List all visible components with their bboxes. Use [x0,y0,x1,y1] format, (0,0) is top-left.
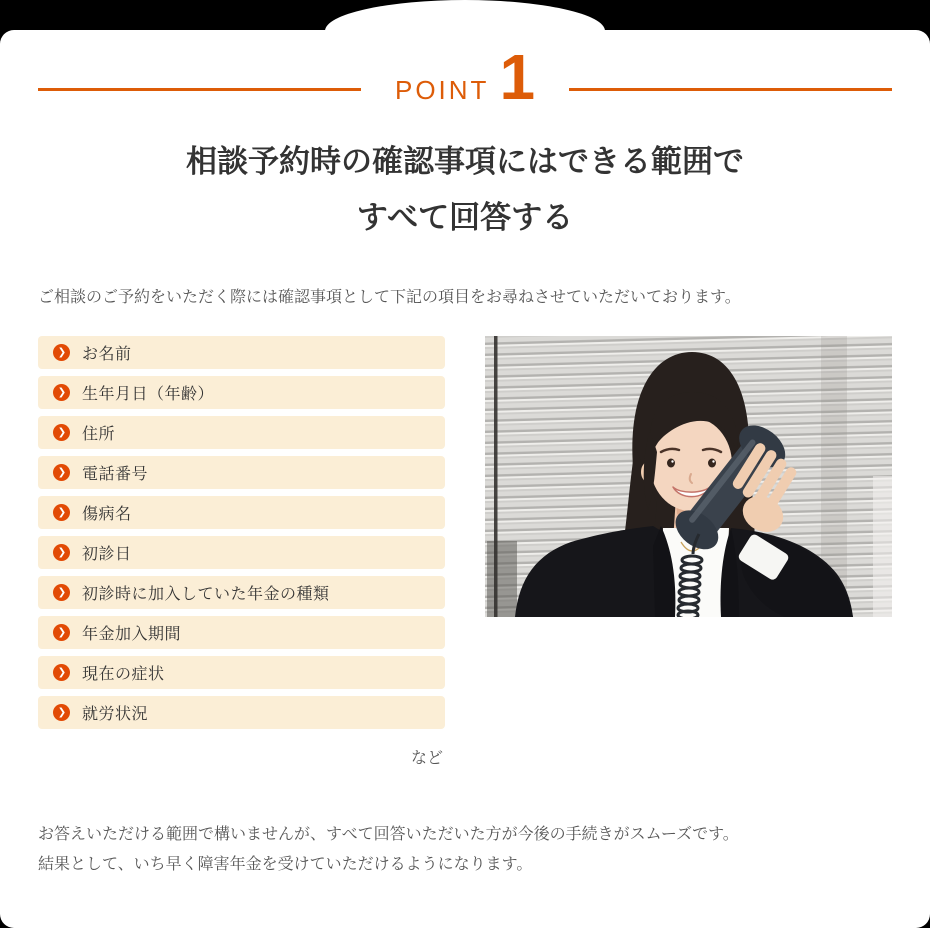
chevron-circle-icon: ❯ [53,344,70,361]
chevron-circle-icon: ❯ [53,424,70,441]
checklist-item [38,496,445,529]
checklist [38,336,445,729]
section-title-line1: 相談予約時の確認事項にはできる範囲で [186,144,744,179]
checklist-item-label: 初診日 [82,546,132,564]
checklist-item [38,336,445,369]
chevron-circle-icon: ❯ [53,504,70,521]
photo-illustration [485,336,892,617]
point-text [394,41,536,113]
checklist-item [38,696,445,729]
point-label: POINT [394,75,490,105]
section-title [38,134,892,246]
chevron-circle-icon: ❯ [53,544,70,561]
point-number: 1 [499,41,536,113]
checklist-item-label: 就労状況 [82,706,149,724]
checklist-item [38,616,445,649]
checklist-item [38,536,445,569]
checklist-item [38,376,445,409]
checklist-item-label: 住所 [82,426,116,444]
etc-label: など [410,750,443,768]
checklist-column [38,336,445,768]
checklist-item-label: 初診時に加入していた年金の種類 [82,586,330,604]
checklist-item [38,656,445,689]
checklist-item-label: 年金加入期間 [82,626,182,644]
checklist-item [38,456,445,489]
content-row [38,336,892,768]
checklist-item-label: 電話番号 [82,466,149,484]
checklist-item [38,576,445,609]
intro-text: ご相談のご予約をいただく際には確認事項として下記の項目をお尋ねさせていただいております。 [38,288,741,306]
chevron-circle-icon: ❯ [53,704,70,721]
consultation-phone-photo [485,336,892,617]
checklist-item [38,416,445,449]
point-card [0,30,930,928]
right-divider-line [569,88,892,91]
left-divider-line [38,88,361,91]
checklist-item-label: お名前 [82,346,132,364]
checklist-item-label: 生年月日（年齢） [82,386,215,404]
chevron-circle-icon: ❯ [53,584,70,601]
chevron-circle-icon: ❯ [53,464,70,481]
section-title-line2: すべて回答する [356,199,574,235]
outro-text [38,820,892,880]
blind-cord [494,336,498,617]
outro-line1: お答えいただける範囲で構いませんが、すべて回答いただいた方が今後の手続きがスムーズです。 [38,826,739,844]
chevron-circle-icon: ❯ [53,624,70,641]
point-header [38,42,892,112]
chevron-circle-icon: ❯ [53,384,70,401]
chevron-circle-icon: ❯ [53,664,70,681]
outro-line2: 結果として、いち早く障害年金を受けていただけるようになります。 [38,856,533,874]
checklist-item-label: 現在の症状 [82,666,165,684]
checklist-item-label: 傷病名 [82,506,132,524]
